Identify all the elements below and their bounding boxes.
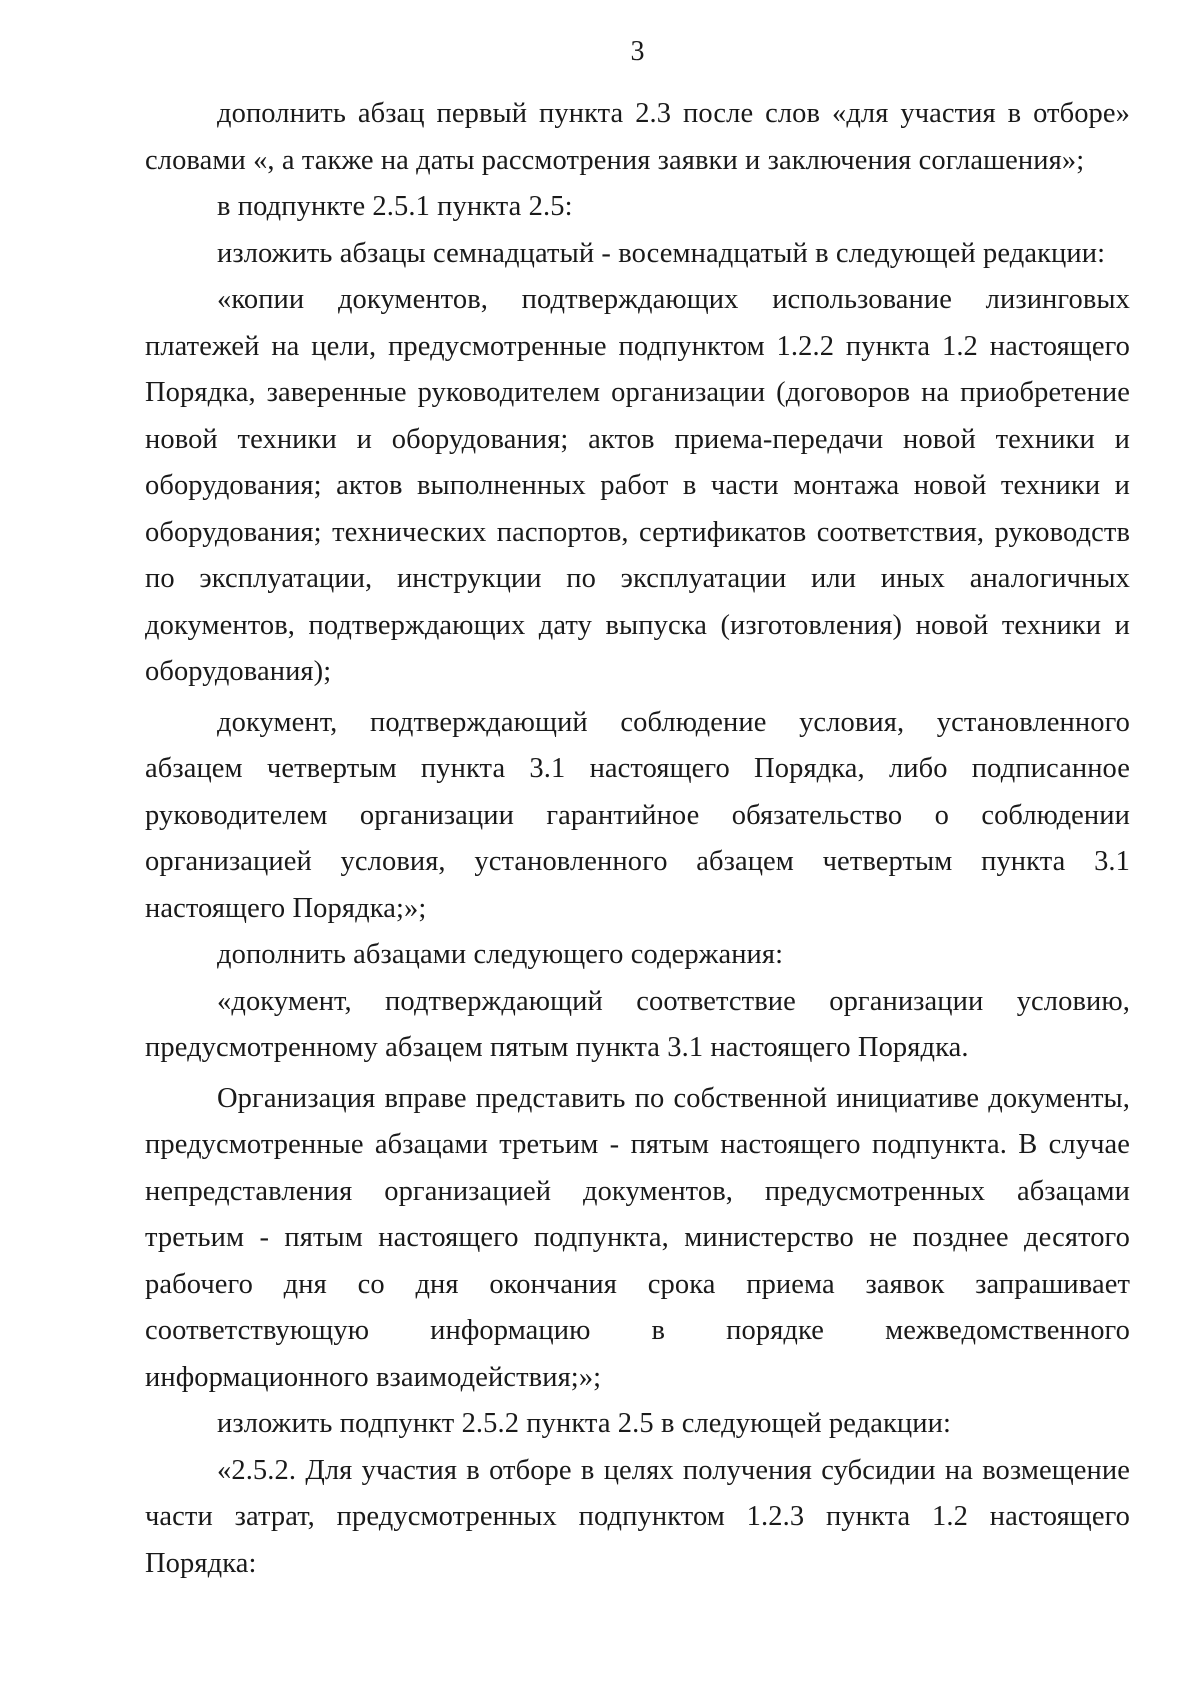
document-body <box>145 91 1130 1587</box>
paragraph-own-initiative: Организация вправе представить по собственной инициативе документы, предусмотренные абзацами третьим - пятым настоящего подпункта. В случае непредставления организацией документов, предусмотренных абзацами третьим - пятым настоящего подпункта, министерство не позднее десятого рабочего дня со дня окончания срока приема заявок запрашивает соответствующую информацию в порядке межведомственного информационного взаимодействия;»; <box>145 1082 1130 1393</box>
paragraph-2-5-2-text: «2.5.2. Для участия в отборе в целях получения субсидии на возмещение части затрат, предусмотренных подпунктом 1.2.3 пункта 1.2 настоящего Порядка: <box>145 1454 1130 1579</box>
paragraph-conformity-document: «документ, подтверждающий соответствие организации условию, предусмотренному абзацем пятым пункта 3.1 настоящего Порядка. <box>145 985 1130 1063</box>
paragraph-subclause-2-5-1: в подпункте 2.5.1 пункта 2.5: <box>217 191 573 222</box>
paragraph-supplement: дополнить абзацами следующего содержания: <box>217 939 784 970</box>
paragraph-compliance-document: документ, подтверждающий соблюдение условия, установленного абзацем четвертым пункта 3.1 настоящего Порядка, либо подписанное руководителем организации гарантийное обязательство о соблюдении организацией условия, установленного абзацем четвертым пункта 3.1 настоящего Порядка;»; <box>145 706 1130 924</box>
paragraph-amend-2-3: дополнить абзац первый пункта 2.3 после слов «для участия в отборе» словами «, а также на даты рассмотрения заявки и заключения соглашения»; <box>145 98 1130 176</box>
paragraph-restate-2-5-2: изложить подпункт 2.5.2 пункта 2.5 в следующей редакции: <box>217 1408 951 1439</box>
paragraph-restate-17-18: изложить абзацы семнадцатый - восемнадцатый в следующей редакции: <box>217 237 1106 269</box>
page-number: 3 <box>630 36 645 67</box>
paragraph-leasing-documents: «копии документов, подтверждающих использование лизинговых платежей на цели, предусмотренные подпунктом 1.2.2 пункта 1.2 настоящего Порядка, заверенные руководителем организации (договоров на приобретение новой техники и оборудования; актов приема-передачи новой техники и оборудования; актов выполненных работ в части монтажа новой техники и оборудования; технических паспортов, сертификатов соответствия, руководств по эксплуатации, инструкции по эксплуатации или иных аналогичных документов, подтверждающих дату выпуска (изготовления) новой техники и оборудования); <box>145 284 1130 687</box>
document-page <box>145 0 1130 1692</box>
